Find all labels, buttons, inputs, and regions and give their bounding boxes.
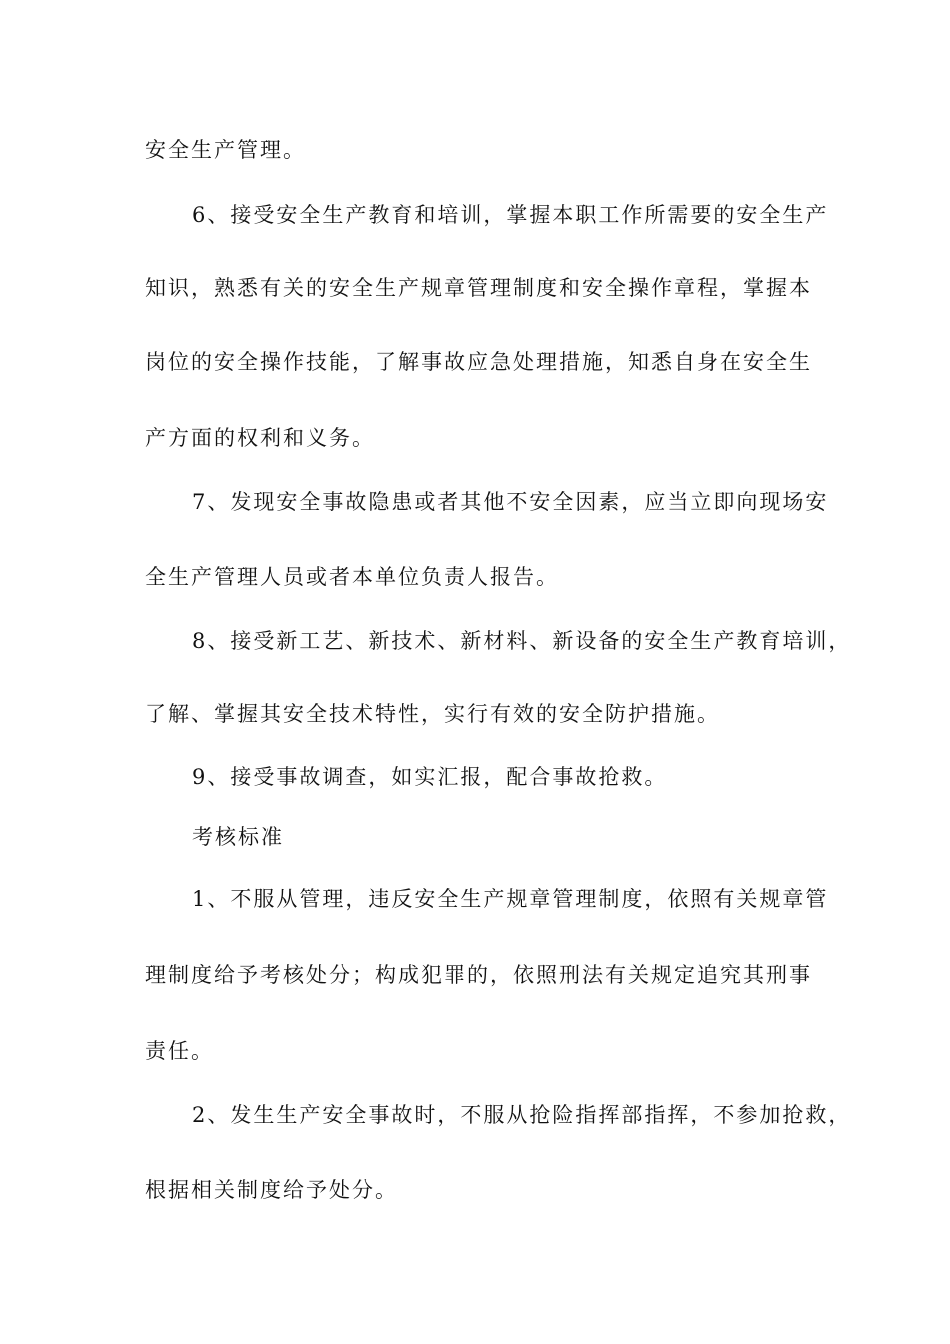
text-line: 产方面的权利和义务。 <box>145 426 375 450</box>
text-line: 安全生产管理。 <box>145 138 306 162</box>
text-line: 6、接受安全生产教育和培训，掌握本职工作所需要的安全生产 <box>192 203 829 227</box>
text-line: 全生产管理人员或者本单位负责人报告。 <box>145 565 559 589</box>
text-line: 责任。 <box>145 1039 214 1063</box>
text-line: 根据相关制度给予处分。 <box>145 1178 398 1202</box>
section-heading: 考核标准 <box>192 825 284 849</box>
text-line: 岗位的安全操作技能，了解事故应急处理措施，知悉自身在安全生 <box>145 350 812 374</box>
text-line: 知识，熟悉有关的安全生产规章管理制度和安全操作章程，掌握本 <box>145 276 812 300</box>
text-line: 2、发生生产安全事故时，不服从抢险指挥部指挥，不参加抢救， <box>192 1103 852 1127</box>
text-line: 1、不服从管理，违反安全生产规章管理制度，依照有关规章管 <box>192 887 829 911</box>
text-line: 8、接受新工艺、新技术、新材料、新设备的安全生产教育培训， <box>192 629 852 653</box>
text-line: 了解、掌握其安全技术特性，实行有效的安全防护措施。 <box>145 702 720 726</box>
text-line: 7、发现安全事故隐患或者其他不安全因素，应当立即向现场安 <box>192 490 829 514</box>
text-line: 理制度给予考核处分；构成犯罪的，依照刑法有关规定追究其刑事 <box>145 963 812 987</box>
text-line: 9、接受事故调查，如实汇报，配合事故抢救。 <box>192 765 668 789</box>
